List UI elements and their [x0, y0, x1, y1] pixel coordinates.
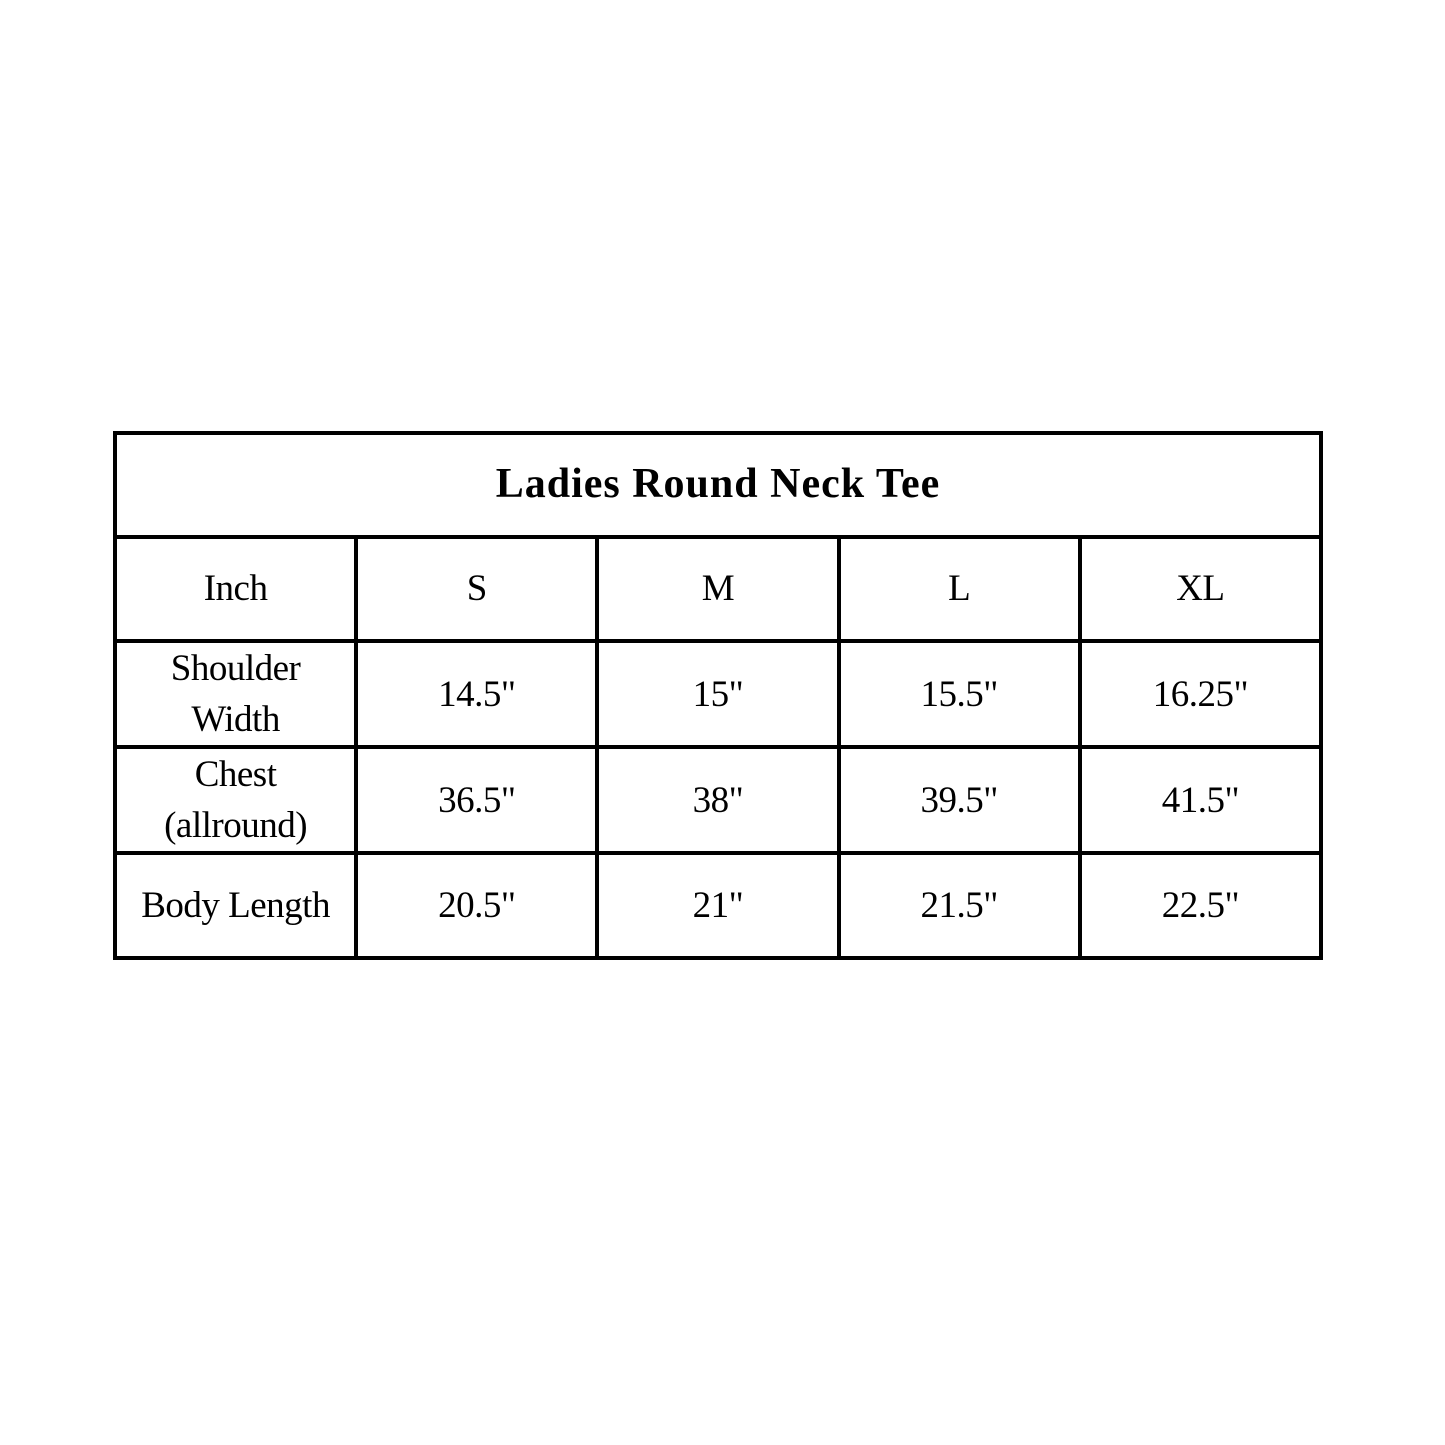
header-cell-size-l: L — [839, 537, 1080, 641]
table-row-shoulder-width — [115, 641, 1321, 747]
header-cell-size-s: S — [356, 537, 597, 641]
table-cell: 22.5" — [1080, 853, 1321, 958]
header-cell-size-m: M — [597, 537, 838, 641]
row-label-line: Shoulder — [170, 648, 301, 689]
row-label-line: Width — [191, 699, 280, 741]
header-cell-size-xl: XL — [1080, 537, 1321, 641]
table-cell: 41.5" — [1080, 747, 1321, 853]
header-row — [115, 537, 1321, 641]
table-cell: 39.5" — [839, 747, 1080, 853]
table-cell: 14.5" — [356, 641, 597, 747]
table-cell: 21" — [597, 853, 838, 958]
table-cell: 15.5" — [839, 641, 1080, 747]
row-label-chest — [115, 747, 356, 853]
table-cell: 20.5" — [356, 853, 597, 958]
table-title: Ladies Round Neck Tee — [115, 433, 1321, 537]
row-label-line: Chest — [194, 754, 277, 796]
table-cell: 15" — [597, 641, 838, 747]
table-cell: 16.25" — [1080, 641, 1321, 747]
row-label-line: (allround) — [164, 805, 308, 847]
row-label-shoulder-width — [115, 641, 356, 747]
title-row — [115, 433, 1321, 537]
table-cell: 21.5" — [839, 853, 1080, 958]
table-cell: 38" — [597, 747, 838, 853]
table-cell: 36.5" — [356, 747, 597, 853]
row-label-body-length: Body Length — [115, 853, 356, 958]
size-chart-table — [113, 431, 1323, 960]
table-row-chest — [115, 747, 1321, 853]
table-row-body-length — [115, 853, 1321, 958]
header-cell-unit: Inch — [115, 537, 356, 641]
